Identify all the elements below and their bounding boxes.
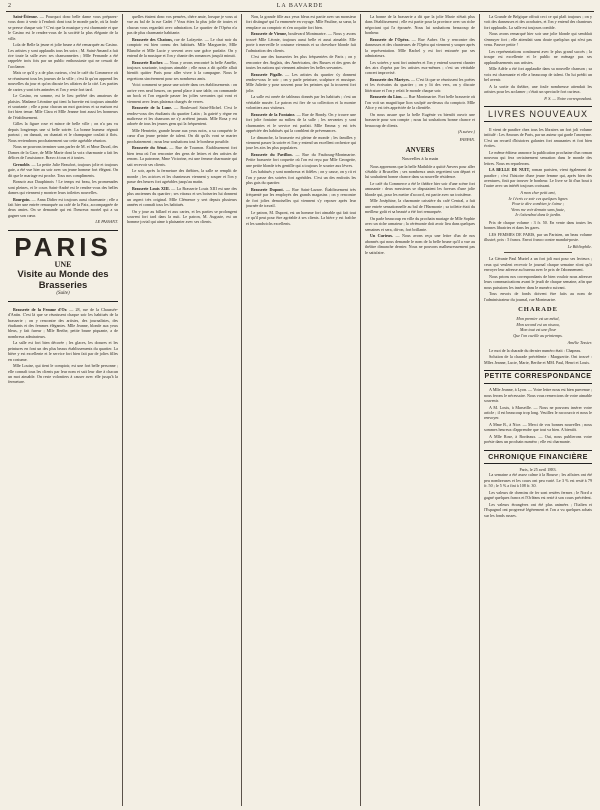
paragraph: quelles étaient donc vos pensées, chère amie, lorsque je vous ai vue au bal de la rue Cadet ? Vous étiez la plus jolie de toutes et chacun vous regardait avec admiration. Le quartier de l'Opéra n'a pas de plus charmante habitante.: [127, 14, 237, 36]
column-6: [484, 14, 592, 806]
paragraph: Les représentations continuent avec le plus grand succès ; la troupe est excellente et le public ne ménage pas ses applaudissements aux artistes.: [484, 48, 592, 65]
paragraph: Mais ce qu'il y a de plus curieux, c'est le café du Commerce où se réunissent tous les joueurs de la ville ; c'est là qu'on apprend les nouvelles du jour et qu'on discute les affaires de la cité. Les parties de cartes y sont très animées et l'on y reste fort tard.: [8, 70, 118, 92]
paragraph: Gilles la figure rose et mince de belle ville ; on n'a pas vu depuis longtemps une si belle soirée. La bonne humeur régnait partout ; on dansait, on chantait et le champagne coulait à flots. Nous reviendrons prochainement sur cette agréable réunion.: [8, 121, 118, 143]
paragraph: Lola de Belle la jeune et jolie brune a été remarquée au Casino. Les artistes y sont applaudis tous les soirs ; M. Saint-Amand a fait rire toute la salle avec ses chansonnettes ; Mlle Fernande a été rappelée trois fois par un public enthousiaste qui ne cessait de l'acclamer.: [8, 42, 118, 69]
paragraph: Prix de chaque volume : 3 fr. 50. En vente dans toutes les bonnes librairies et dans les gares.: [484, 220, 592, 231]
paris-subtitle-2: Visite au Monde des Brasseries: [17, 268, 109, 291]
charade-verse: Mon premier est un métal, Mon second est un oiseau, Mon tout est une fleur Que l'on cueille au printemps.: [513, 316, 563, 338]
paragraph: Les valeurs de chemins de fer sont restées fermes ; le Nord a gagné quelques francs et l'Orléans est resté à son cours précédent.: [484, 489, 592, 501]
paragraph: Bonsoir aux Dauphinois ! Le temps est beau, les promenades sont pleines, et le cours Saint-André est le rendez-vous des belles dames qui viennent y montrer leurs toilettes nouvelles.: [8, 179, 118, 195]
paragraph: Mlle Adèle a été fort applaudie dans sa nouvelle chanson ; sa voix est charmante et elle a beaucoup de talent. On lui prédit un bel avenir.: [484, 66, 592, 83]
paragraph: Saint-Étienne. — Pourquoi donc belle dame vous préparez-vous donc à venir à l'endroit dont tout le monde parle, où la foule se presse chaque soir ? C'est que la musique y est charmante et que le Casino est le rendez-vous de la société la plus élégante de la ville.: [8, 14, 118, 41]
paragraph: Brasserie de la Femme d'Or. — 28, rue de la Chaussée-d'Antin. C'est là que se réunissent chaque soir les habitués de la brasserie ; on y rencontre des artistes, des journalistes, des étudiants et des femmes élégantes. Mlle Jeanne, blonde aux yeux bleus, y fait fureur ; Mlle Berthe, petite brune piquante, a de nombreux admirateurs.: [8, 306, 118, 339]
paragraph: La semaine a été assez calme à la Bourse ; les affaires ont été peu nombreuses et les cours ont peu varié. Le 3 % est resté à 79 fr. 50 ; le 5 % a fini à 108 fr. 30.: [484, 472, 592, 489]
section-subheading: Nouvelles à la main: [401, 156, 439, 162]
paragraph: Brasserie des Martyrs. — C'est là que se réunissent les poètes et les écrivains du quartier ; on y lit des vers, on y discute littérature et l'on y refait le monde chaque soir.: [365, 77, 475, 93]
paragraph: On nous assure que la belle Eugénie va bientôt ouvrir une brasserie pour son compte ; nous lui souhaitons bonne chance et beaucoup de clients.: [365, 111, 475, 128]
paragraph: La Gérante Paul Muriel a un fort joli mot pour ses lecteurs ; ceux qui veulent recevoir le journal chaque semaine n'ont qu'à envoyer leur adresse au bureau avec le prix de l'abonnement.: [484, 256, 592, 273]
paragraph: A Mme B., à Nice. — Merci de vos bonnes nouvelles ; nous sommes heureux d'apprendre que tout va bien. A bientôt.: [484, 422, 592, 433]
paragraph: Les habitués y sont nombreux et fidèles ; on y cause, on y rit et l'on y passe des soirées fort agréables. C'est un des endroits les plus gais du quartier.: [246, 169, 356, 186]
paragraph: Le patron, M. Dupont, est un homme fort aimable qui fait tout ce qu'il peut pour être agréable à ses clients. La bière y est fraîche et les sandwichs excellents.: [246, 209, 356, 226]
paragraph: Nous prions nos correspondants de bien vouloir nous adresser leurs communications avant le jeudi de chaque semaine, afin que nous puissions les insérer dans le numéro suivant.: [484, 273, 592, 290]
separator: [504, 252, 572, 253]
column-rule: [241, 14, 242, 806]
paragraph: Le café du Commerce a été le théâtre hier soir d'une scène fort amusante : deux messieurs se disputaient les faveurs d'une jolie blonde qui, pour les mettre d'accord, est partie avec un troisième.: [365, 181, 475, 197]
paragraph: Il vient de paraître chez tous les libraires un fort joli volume intitulé : Les Amours de Paris, par un auteur qui garde l'anonyme. C'est un recueil d'histoires galantes fort amusantes et fort bien écrites.: [484, 127, 592, 149]
paragraph: Mlle Joséphine, la charmante caissière du café Central, a fait une entrée sensationnelle au bal de l'Harmonie ; sa toilette était du meilleur goût et sa beauté a été fort remarquée.: [365, 198, 475, 215]
paragraph: Non, la grande fille aux yeux bleus est partie avec un monsieur fort distingué qui l'a emmenée en voyage. Mlle Pauline, sa sœur, la remplace au comptoir et s'en acquitte fort bien.: [246, 14, 356, 30]
top-rule: [6, 11, 594, 12]
paragraph: La Grande de Belgique offrait ceci ce qui plaît toujours ; on y voit des danseuses et des acrobates, et l'on y entend des chanteurs fort applaudis. La salle est toujours comble.: [484, 14, 592, 30]
paris-header: [8, 230, 118, 302]
column-4: [365, 14, 475, 806]
paragraph: La bonne de la brasserie a dit que la jolie Marie n'était plus dans l'établissement ; elle est partie pour la province avec un riche négociant qui l'a épousée. Nous lui souhaitons beaucoup de bonheur.: [365, 14, 475, 36]
signature: FANFAN.: [459, 136, 475, 142]
livres-heading: LIVRES NOUVEAUX: [484, 106, 592, 122]
signature: (A suivre.): [457, 129, 475, 135]
paragraph: Grenoble. — La petite Julie Beaufort, toujours jolie et toujours gaie, a été vue hier au soir avec un jeune homme fort élégant. On dit que le mariage est proche. Tous nos compliments.: [8, 161, 118, 178]
petite-correspondance-heading: PETITE CORRESPONDANCE: [484, 370, 592, 384]
paragraph: Le même éditeur annonce la publication prochaine d'un roman nouveau qui fera certainement sensation dans le monde des lettres. Nous en reparlerons.: [484, 149, 592, 166]
paragraph: C'est une des brasseries les plus fréquentées de Paris ; on y rencontre des Anglais, des Américains, des Russes et des gens de toutes les nations qui viennent admirer les belles servantes.: [246, 54, 356, 71]
paragraph: Brasserie Rocher. — Nous y avons rencontré la belle Amélie, toujours souriante, toujours aimable ; elle nous a dit qu'elle allait bientôt quitter Paris pour aller vivre à la campagne. Nous le regrettons sincèrement pour ses nombreux amis.: [127, 59, 237, 81]
verse: A mon cher petit ami, Je t'écris ce soir ces quelques lignes Pour te dire combien je t'aime ; Viens me voir demain sans faute, Je t'attendrai dans le jardin.: [508, 190, 568, 218]
signature: LE PASSANT.: [95, 219, 118, 225]
column-rule: [479, 14, 480, 806]
paragraph: Brasserie du Pavillon. — Rue du Faubourg-Montmartre. Petite brasserie fort coquette où l'on est reçu par Mlle Georgette, une petite blonde très gentille qui a toujours le sourire aux lèvres.: [246, 152, 356, 168]
paragraph: Le Casino, en somme, est le lieu préféré des amateurs de plaisirs. Madame Léontine qui tient la buvette est toujours aimable et souriante ; elle a pour chacun un mot gracieux et sa maison est fort bien tenue. Mlle Clara et Mlle Jeanne font aussi les honneurs de l'établissement.: [8, 93, 118, 120]
paragraph: A Mlle Rose, à Bordeaux. — Oui, nous publierons votre poésie dans un prochain numéro ; elle est charmante.: [484, 434, 592, 445]
charade-heading: CHARADE: [518, 306, 558, 314]
paragraph: Brasserie du Sénat. — Rue de Tournon. Établissement fort bien tenu où l'on rencontre des gens de lettres et des artistes de renom. La patronne, Mme Victorine, est une femme charmante qui sait recevoir ses clients.: [127, 145, 237, 167]
paragraph: Les valeurs étrangères ont été plus animées ; l'Italien et l'Espagnol ont progressé légèrement et l'on a vu quelques achats sur les fonds russes.: [484, 501, 592, 518]
paragraph: A la sortie du théâtre, une foule nombreuse attendait les artistes pour les acclamer ; c'était un spectacle fort curieux.: [484, 83, 592, 95]
paragraph: Brasserie des Chatons, rue de Lafayette. — Le chat noir du comptoir est bien connu des habitués. Mlle Marguerite, Mlle Blanche et Mlle Lucie y servent avec une grâce parfaite. On y entend de la musique et l'on y chante des romances jusqu'à minuit.: [127, 36, 237, 59]
paragraph: Nous avons remarqué hier soir une jolie blonde qui semblait s'ennuyer fort ; elle attendait sans doute quelqu'un qui n'est pas venu. Pauvre petite !: [484, 31, 592, 48]
column-1: [8, 14, 118, 806]
paragraph: Le mot de la charade du dernier numéro était : Chapeau.: [489, 347, 582, 353]
paragraph: Solution de la charade précédente : Marguerite. Ont trouvé : Mlles Jeanne, Lucie, Marie, Berthe et MM. Paul, Henri et Louis.: [484, 354, 592, 365]
paragraph: Bourgoin. — Anna Didier est toujours aussi charmante ; elle a fait hier une entrée remarquée au café de la Paix, accompagnée de deux amies. On se demande qui est l'heureux mortel qui a su gagner son cœur.: [8, 196, 118, 218]
paragraph: Un Curieux. — Nous avons reçu une lettre d'un de nos abonnés qui nous demande le nom de la belle brune qu'il a vue au théâtre dimanche dernier. Nous ne pouvons malheureusement pas le satisfaire.: [365, 233, 475, 255]
paragraph: Voici comment se passe une soirée dans ces établissements : on arrive vers neuf heures, on prend place à une table, on commande un bock et l'on regarde passer les jolies servantes qui vont et viennent avec leurs plateaux chargés de verres.: [127, 82, 237, 104]
column-2: [127, 14, 237, 806]
paragraph: Brasserie de la Lune. — Boulevard Saint-Michel. C'est le rendez-vous des étudiants du quartier Latin ; la gaieté y règne en maîtresse et les chansons ne s'y arrêtent jamais. Mlle Rosa y est adorée de tous les jeunes gens qui la fréquentent.: [127, 105, 237, 127]
paragraph: LES FEMMES DE PARIS, par un Parisien, un beau volume illustré, prix : 5 francs. Envoi franco contre mandat-poste.: [484, 232, 592, 243]
paris-subtitle-1: UNE: [54, 259, 72, 269]
paragraph: A M. Louis, à Marseille. — Nous ne pouvons insérer votre article ; il est beaucoup trop long. Veuillez le raccourcir et nous le renvoyer.: [484, 404, 592, 421]
column-rule: [360, 14, 361, 806]
paragraph: Nous ne pouvons terminer sans parler de M. et Mme Duval, des Dames de la Gare, de Mlle Marie dont la voix charmante a fait les délices de l'assistance. Bravo à tous et à toutes.: [8, 144, 118, 161]
paragraph: Brasserie du Lion. — Rue Montmartre. Fort belle brasserie où l'on voit un magnifique lion sculpté au-dessus du comptoir. Mlle Alice y est très appréciée de la clientèle.: [365, 94, 475, 111]
page-number: 2: [8, 3, 11, 9]
paris-title: PARIS: [14, 231, 112, 262]
column-rule: [122, 14, 123, 806]
paragraph: Mlle Henriette, grande brune aux yeux noirs, a su conquérir le cœur d'un jeune peintre de talent. On dit qu'ils vont se marier prochainement ; nous leur souhaitons tout le bonheur possible.: [127, 128, 237, 144]
paragraph: Le soir, après la fermeture des théâtres, la salle se remplit de monde ; les actrices et les chanteuses viennent y souper et l'on y passe des heures fort agréables jusqu'au matin.: [127, 168, 237, 185]
signature: Amélie Tessier.: [567, 340, 592, 346]
paragraph: A Mlle Jeanne, à Lyon. — Votre lettre nous est bien parvenue ; nous ferons le nécessaire. Nous vous remercions de votre aimable souvenir.: [484, 387, 592, 404]
paragraph: Brasserie de l'Opéra. — Rue Auber. On y rencontre des danseuses et des chanteuses de l'Opéra qui viennent y souper après la représentation. Mlle Rachel y est fort entourée par ses admirateurs.: [365, 36, 475, 59]
chronique-financiere-heading: CHRONIQUE FINANCIÈRE: [484, 450, 592, 464]
paragraph: Brasserie Dupont. — Rue Saint-Lazare. Établissement très fréquenté par les employés des grands magasins ; on y rencontre de fort jolies demoiselles qui viennent s'y reposer après leur journée de travail.: [246, 186, 356, 209]
paris-subtitle-3: (Suite): [56, 290, 70, 296]
column-3: [246, 14, 356, 806]
paragraph: Mlle Louise, qui tient le comptoir, est une fort belle personne ; elle connaît tous les clients par leur nom et sait leur dire à chacun un mot aimable. On reste volontiers à causer avec elle jusqu'à la fermeture.: [8, 363, 118, 385]
signature: P. S. — Notre correspondant.: [544, 95, 592, 101]
paragraph: Brasserie Louis XIII. — La Brasserie Louis XIII est une des plus anciennes du quartier ; ses vitraux et ses boiseries lui donnent un aspect très original. Mlle Clémence y sert depuis plusieurs années et connaît tous les habitués.: [127, 185, 237, 207]
paragraph: Nous apprenons que la belle Mathilde a quitté Anvers pour aller s'établir à Bruxelles ; ses nombreux amis regrettent son départ et lui souhaitent bonne chance dans sa nouvelle résidence.: [365, 163, 475, 180]
signature: Le Bibliophile.: [567, 244, 592, 250]
paragraph: Brasserie de Vienne, boulevard Montmartre. — Nous y avons trouvé Mlle Léonie, toujours aussi belle et aussi aimable. Elle porte à merveille le costume viennois et sa chevelure blonde fait l'admiration des clients.: [246, 31, 356, 53]
paragraph: Les soirées y sont fort animées et l'on y entend souvent chanter des airs d'opéra par les artistes eux-mêmes ; c'est un véritable concert improvisé.: [365, 59, 475, 76]
paragraph: Tous envois de fonds doivent être faits au nom de l'administrateur du journal, rue Montmartre.: [484, 291, 592, 302]
paragraph: Le dimanche, la brasserie est pleine de monde ; les familles y viennent passer la soirée et l'on y entend un excellent orchestre qui joue les airs les plus populaires.: [246, 134, 356, 151]
paragraph: On y joue au billard et aux cartes, et les parties se prolongent souvent fort tard dans la nuit. Le patron, M. Auguste, est un homme jovial qui aime à plaisanter avec ses clients.: [127, 208, 237, 225]
paragraph: La salle est ornée de tableaux donnés par les habitués ; c'est un véritable musée. Le patron est fier de sa collection et la montre volontiers aux visiteurs.: [246, 94, 356, 111]
paragraph: LA BELLE DE NUIT, roman parisien, vient également de paraître ; c'est l'histoire d'une jeune femme qui, après bien des aventures, finit par trouver le bonheur. Le livre se lit d'un bout à l'autre avec un intérêt toujours croissant.: [484, 167, 592, 189]
chronique-date: Paris, le 25 avril 1883.: [519, 466, 557, 472]
paragraph: Brasserie de la Fontaine. — Rue de Bondy. On y trouve une fort jolie fontaine au milieu de la salle ; les servantes y sont charmantes et le service est parfait. Mlle Emma y est très appréciée des habitués qui la comblent de prévenances.: [246, 111, 356, 134]
paragraph: On parle beaucoup en ville du prochain mariage de Mlle Sophie avec un riche armateur ; la cérémonie doit avoir lieu dans quelques semaines et sera, dit-on, fort brillante.: [365, 215, 475, 232]
paragraph: La salle est fort bien décorée ; les glaces, les dorures et les peintures en font un des plus beaux établissements du quartier. La bière y est excellente et le service fort bien fait par de jolies filles en costume.: [8, 340, 118, 362]
section-heading: ANVERS: [405, 146, 435, 155]
paragraph: Brasserie Pigalle. — Les artistes du quartier s'y donnent rendez-vous le soir ; on y parle peinture, sculpture et musique. Mlle Juliette y pose souvent pour les peintres qui la trouvent fort jolie.: [246, 71, 356, 93]
masthead: LA BAVARDE: [276, 3, 324, 9]
